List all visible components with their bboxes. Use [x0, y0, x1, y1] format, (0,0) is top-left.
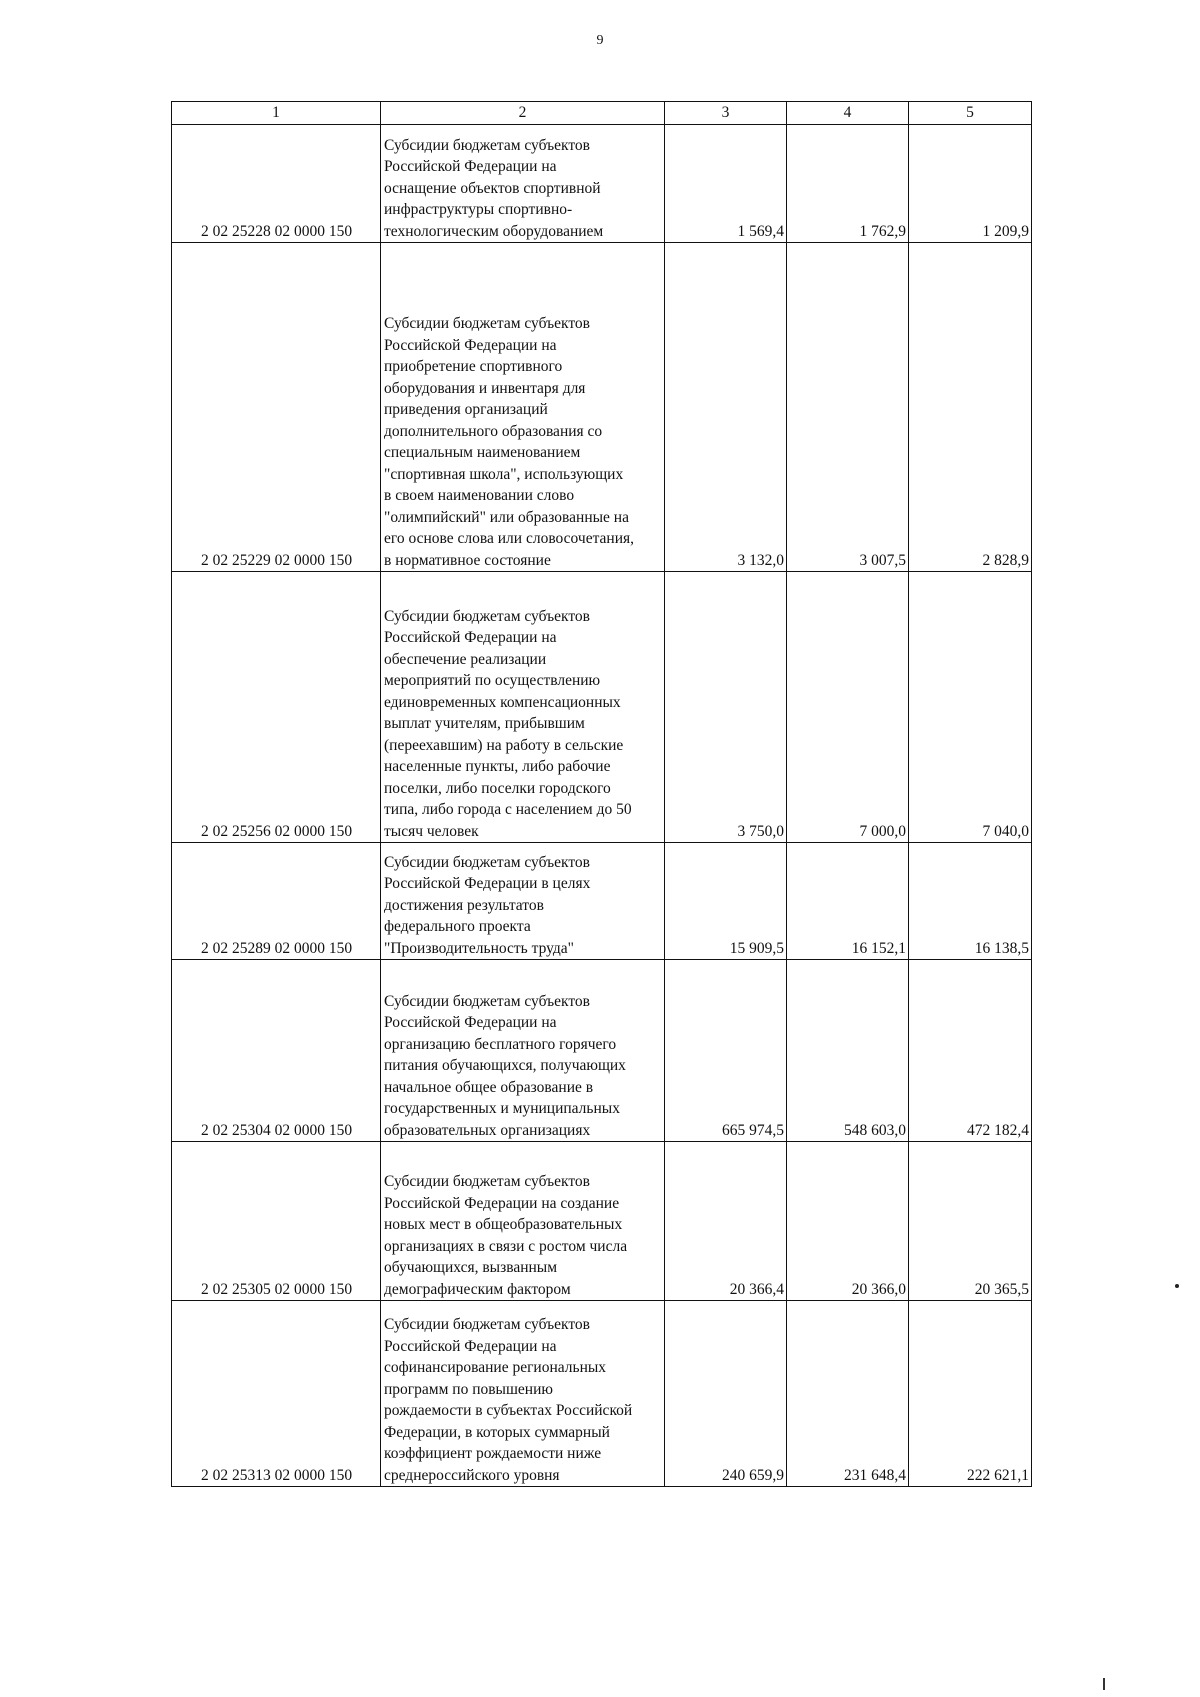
description-line: Российской Федерации на [384, 1337, 557, 1355]
table-row [172, 1142, 1032, 1301]
column-header-4: 4 [787, 102, 909, 125]
description-line: Субсидии бюджетам субъектов [384, 1316, 590, 1333]
budget-code-cell: 2 02 25313 02 0000 150 [172, 1301, 381, 1487]
budget-code-cell: 2 02 25228 02 0000 150 [172, 125, 381, 243]
scan-speck [1175, 1284, 1179, 1288]
description-cell [381, 960, 665, 1142]
amount-col-5-cell: 1 209,9 [909, 125, 1032, 243]
column-header-5: 5 [909, 102, 1032, 125]
description-line: рождаемости в субъектах Российской [384, 1402, 633, 1419]
description-line: оборудования и инвентаря для [384, 379, 586, 397]
description-line: Российской Федерации на [384, 629, 557, 646]
table-body [172, 125, 1032, 1487]
description-line: федерального проекта [384, 918, 531, 935]
description-line: Федерации, в которых суммарный [384, 1423, 610, 1441]
amount-col-4-cell: 3 007,5 [787, 243, 909, 572]
description-line: Субсидии бюджетам субъектов [384, 1173, 590, 1190]
description-line: тысяч человек [384, 822, 479, 840]
description-line: Российской Федерации в целях [384, 875, 591, 892]
amount-col-3-cell: 3 750,0 [665, 572, 787, 843]
description-line: в нормативное состояние [384, 551, 551, 569]
description-cell [381, 572, 665, 843]
table-row [172, 243, 1032, 572]
amount-col-3-cell: 240 659,9 [665, 1301, 787, 1487]
description-line: Российской Федерации на [384, 1014, 557, 1031]
description-line: типа, либо города с населением до 50 [384, 801, 632, 818]
description-line: поселки, либо поселки городского [384, 779, 611, 797]
amount-col-4-cell: 20 366,0 [787, 1142, 909, 1301]
amount-col-4-cell: 16 152,1 [787, 843, 909, 960]
scan-mark [1103, 1678, 1105, 1690]
description-line: Субсидии бюджетам субъектов [384, 136, 590, 154]
description-line: единовременных компенсационных [384, 693, 621, 711]
table-header-row [172, 102, 1032, 125]
description-line: организацию бесплатного горячего [384, 1035, 617, 1053]
description-line: "Производительность труда" [384, 939, 574, 957]
amount-col-5-cell: 16 138,5 [909, 843, 1032, 960]
description-line: технологическим оборудованием [384, 222, 604, 240]
description-line: мероприятий по осуществлению [384, 672, 601, 689]
amount-col-5-cell: 472 182,4 [909, 960, 1032, 1142]
table-row [172, 125, 1032, 243]
description-cell [381, 243, 665, 572]
description-line: приведения организаций [384, 401, 548, 418]
description-line: специальным наименованием [384, 444, 581, 461]
description-line: выплат учителям, прибывшим [384, 715, 585, 732]
amount-col-5-cell: 20 365,5 [909, 1142, 1032, 1301]
description-line: питания обучающихся, получающих [384, 1057, 626, 1074]
amount-col-4-cell: 1 762,9 [787, 125, 909, 243]
description-line: демографическим фактором [384, 1280, 571, 1298]
description-line: среднероссийского уровня [384, 1466, 560, 1484]
table-row [172, 843, 1032, 960]
description-line: коэффициент рождаемости ниже [384, 1445, 602, 1462]
column-header-2: 2 [381, 102, 665, 125]
description-line: программ по повышению [384, 1380, 553, 1398]
amount-col-3-cell: 20 366,4 [665, 1142, 787, 1301]
table-row [172, 960, 1032, 1142]
budget-revenue-table [171, 101, 1032, 1487]
description-line: организациях в связи с ростом числа [384, 1237, 628, 1255]
table-row [172, 1301, 1032, 1487]
description-line: обучающихся, вызванным [384, 1259, 558, 1276]
budget-code-cell: 2 02 25229 02 0000 150 [172, 243, 381, 572]
budget-code-cell: 2 02 25289 02 0000 150 [172, 843, 381, 960]
column-header-3: 3 [665, 102, 787, 125]
description-line: (переехавшим) на работу в сельские [384, 736, 624, 754]
description-line: Субсидии бюджетам субъектов [384, 315, 590, 332]
description-line: "спортивная школа", использующих [384, 465, 624, 483]
budget-code-cell: 2 02 25304 02 0000 150 [172, 960, 381, 1142]
description-line: "олимпийский" или образованные на [384, 508, 629, 526]
description-line: населенные пункты, либо рабочие [384, 758, 611, 775]
amount-col-5-cell: 7 040,0 [909, 572, 1032, 843]
description-line: в своем наименовании слово [384, 487, 575, 504]
amount-col-3-cell: 665 974,5 [665, 960, 787, 1142]
description-line: его основе слова или словосочетания, [384, 530, 635, 547]
budget-code-cell: 2 02 25305 02 0000 150 [172, 1142, 381, 1301]
column-header-1: 1 [172, 102, 381, 125]
budget-code-cell: 2 02 25256 02 0000 150 [172, 572, 381, 843]
description-line: начальное общее образование в [384, 1078, 594, 1096]
page-number: 9 [596, 33, 604, 48]
description-line: Субсидии бюджетам субъектов [384, 853, 590, 871]
amount-col-4-cell: 548 603,0 [787, 960, 909, 1142]
description-line: Субсидии бюджетам субъектов [384, 607, 590, 625]
description-line: Российской Федерации на [384, 158, 557, 175]
description-line: Российской Федерации на [384, 336, 557, 354]
amount-col-3-cell: 15 909,5 [665, 843, 787, 960]
amount-col-4-cell: 7 000,0 [787, 572, 909, 843]
description-line: обеспечение реализации [384, 650, 547, 668]
description-line: приобретение спортивного [384, 358, 563, 375]
description-line: достижения результатов [384, 896, 544, 914]
table-row [172, 572, 1032, 843]
amount-col-5-cell: 222 621,1 [909, 1301, 1032, 1487]
description-line: Российской Федерации на создание [384, 1194, 620, 1212]
description-line: инфраструктуры спортивно- [384, 201, 573, 218]
description-cell [381, 125, 665, 243]
description-line: дополнительного образования со [384, 422, 603, 440]
description-cell [381, 1142, 665, 1301]
description-line: образовательных организациях [384, 1121, 591, 1139]
description-cell [381, 843, 665, 960]
description-line: Субсидии бюджетам субъектов [384, 992, 590, 1010]
amount-col-3-cell: 3 132,0 [665, 243, 787, 572]
description-line: новых мест в общеобразовательных [384, 1216, 623, 1233]
amount-col-3-cell: 1 569,4 [665, 125, 787, 243]
description-line: государственных и муниципальных [384, 1100, 620, 1117]
description-line: оснащение объектов спортивной [384, 179, 601, 197]
amount-col-5-cell: 2 828,9 [909, 243, 1032, 572]
description-cell [381, 1301, 665, 1487]
description-line: софинансирование региональных [384, 1359, 607, 1376]
amount-col-4-cell: 231 648,4 [787, 1301, 909, 1487]
